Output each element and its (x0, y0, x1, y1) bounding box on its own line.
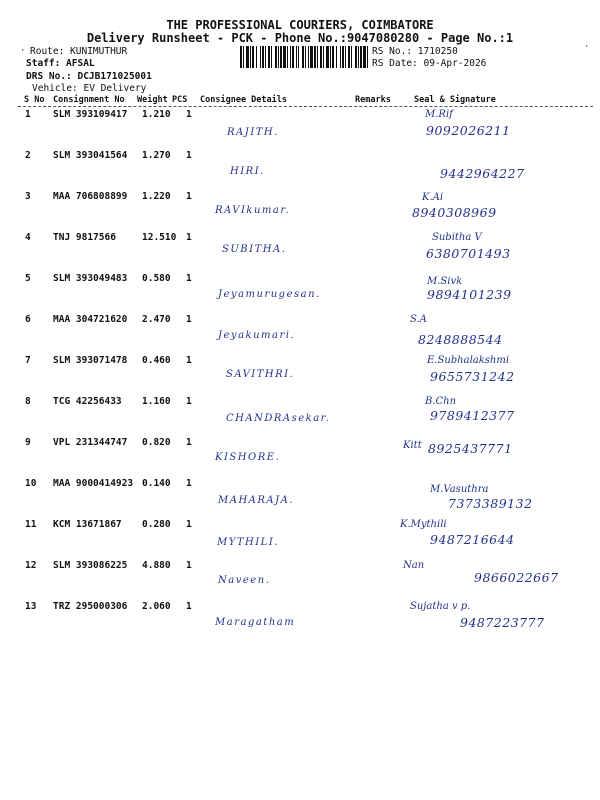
row-weight: 2.060 (142, 601, 171, 612)
barcode-bar (323, 46, 324, 68)
table-row (0, 314, 600, 355)
row-consignment: SLM 393086225 (53, 560, 128, 571)
row-sno: 2 (25, 150, 31, 161)
row-weight: 0.280 (142, 519, 171, 530)
col-consignee: Consignee Details (200, 95, 287, 105)
document-title: THE PROFESSIONAL COURIERS, COIMBATORE (166, 18, 434, 32)
signature: S.A (410, 314, 427, 325)
consignee-name: RAJITH. (227, 127, 279, 138)
barcode-bar (317, 46, 318, 68)
row-consignment: SLM 393109417 (53, 109, 128, 120)
barcode-bar (265, 46, 266, 68)
route-info: Route: KUNIMUTHUR (30, 46, 128, 57)
row-pcs: 1 (186, 314, 192, 325)
barcode-bar (287, 46, 288, 68)
row-consignment: VPL 231344747 (53, 437, 128, 448)
barcode-bar (290, 46, 291, 68)
stray-mark: · (584, 42, 590, 52)
consignee-name: MAHARAJA. (218, 495, 295, 506)
recipient-phone: 9789412377 (430, 408, 515, 423)
consignee-name: HIRI. (230, 166, 265, 177)
row-pcs: 1 (186, 478, 192, 489)
row-weight: 1.270 (142, 150, 171, 161)
barcode-bar (340, 46, 341, 68)
col-signature: Seal & Signature (414, 95, 496, 105)
barcode-bar (246, 46, 249, 68)
table-row (0, 150, 600, 191)
signature: Subitha V (432, 232, 482, 243)
barcode-bar (305, 46, 306, 68)
row-weight: 1.160 (142, 396, 171, 407)
barcode-bar (280, 46, 282, 68)
row-consignment: MAA 304721620 (53, 314, 128, 325)
row-consignment: MAA 706808899 (53, 191, 128, 202)
signature: M.Rif (425, 109, 453, 120)
consignee-name: SUBITHA. (222, 244, 287, 255)
table-row (0, 601, 600, 642)
row-pcs: 1 (186, 519, 192, 530)
row-consignment: TCG 42256433 (53, 396, 122, 407)
table-row (0, 109, 600, 150)
recipient-phone: 8248888544 (418, 332, 503, 347)
recipient-phone: 7373389132 (448, 496, 533, 511)
row-pcs: 1 (186, 437, 192, 448)
signature: Nan (403, 560, 425, 571)
header-rule (18, 106, 593, 107)
row-sno: 8 (25, 396, 31, 407)
row-weight: 4.880 (142, 560, 171, 571)
staff-info: Staff: AFSAL (26, 58, 95, 69)
barcode-bar (355, 46, 357, 68)
row-weight: 0.460 (142, 355, 171, 366)
barcode-bar (283, 46, 286, 68)
row-consignment: SLM 393071478 (53, 355, 128, 366)
barcode-bar (345, 46, 346, 68)
barcode-bar (240, 46, 242, 68)
recipient-phone: 9092026211 (426, 123, 511, 138)
barcode-bar (336, 46, 337, 68)
table-row (0, 355, 600, 396)
barcode-bar (275, 46, 277, 68)
barcode (240, 46, 368, 68)
barcode-bar (326, 46, 329, 68)
barcode-bar (332, 46, 334, 68)
row-weight: 0.580 (142, 273, 171, 284)
row-sno: 5 (25, 273, 31, 284)
rs-date: RS Date: 09-Apr-2026 (372, 58, 487, 69)
barcode-bar (310, 46, 313, 68)
row-consignment: SLM 393049483 (53, 273, 128, 284)
row-consignment: MAA 9000414923 (53, 478, 134, 489)
signature: E.Subhalakshmi (427, 355, 510, 366)
row-weight: 2.470 (142, 314, 171, 325)
consignee-name: CHANDRAsekar. (226, 413, 331, 424)
barcode-bar (342, 46, 344, 68)
row-sno: 3 (25, 191, 31, 202)
rs-number: RS No.: 1710250 (372, 46, 458, 57)
barcode-bar (250, 46, 251, 68)
consignee-name: KISHORE. (215, 452, 281, 463)
consignee-name: Jeyakumari. (218, 330, 296, 341)
row-consignment: TNJ 9817566 (53, 232, 116, 243)
signature: Kitt (403, 440, 422, 451)
barcode-bar (252, 46, 254, 68)
signature: M.Vasuthra (430, 484, 489, 495)
barcode-bar (351, 46, 352, 68)
row-pcs: 1 (186, 232, 192, 243)
table-row (0, 437, 600, 478)
signature: M.Sivk (427, 276, 463, 287)
barcode-bar (363, 46, 366, 68)
barcode-bar (268, 46, 270, 68)
signature: B.Chn (425, 396, 457, 407)
table-row (0, 396, 600, 437)
barcode-bar (367, 46, 368, 68)
col-sno: S No (24, 95, 45, 105)
barcode-bar (360, 46, 362, 68)
barcode-bar (278, 46, 279, 68)
barcode-bar (302, 46, 304, 68)
row-sno: 6 (25, 314, 31, 325)
row-consignment: SLM 393041564 (53, 150, 128, 161)
row-sno: 1 (25, 109, 31, 120)
row-pcs: 1 (186, 355, 192, 366)
row-sno: 12 (25, 560, 37, 571)
table-row (0, 519, 600, 560)
signature: K.Ai (422, 192, 444, 203)
row-sno: 4 (25, 232, 31, 243)
barcode-bar (308, 46, 309, 68)
recipient-phone: 9487216644 (430, 532, 515, 547)
recipient-phone: 6380701493 (426, 246, 511, 261)
barcode-bar (348, 46, 350, 68)
document-subtitle: Delivery Runsheet - PCK - Phone No.:9047080280 - Page No.:1 (86, 31, 514, 45)
signature: K.Mythili (400, 519, 447, 530)
row-consignment: TRZ 295000306 (53, 601, 128, 612)
barcode-bar (262, 46, 264, 68)
table-row (0, 232, 600, 273)
row-weight: 12.510 (142, 232, 177, 243)
barcode-bar (243, 46, 244, 68)
consignee-name: SAVITHRI. (226, 369, 295, 380)
row-sno: 9 (25, 437, 31, 448)
row-pcs: 1 (186, 601, 192, 612)
barcode-bar (292, 46, 294, 68)
row-weight: 1.210 (142, 109, 171, 120)
barcode-bar (314, 46, 316, 68)
table-row (0, 478, 600, 519)
col-pcs: PCS (172, 95, 188, 105)
row-pcs: 1 (186, 560, 192, 571)
col-remarks: Remarks (355, 95, 391, 105)
col-weight: Weight (137, 95, 168, 105)
row-pcs: 1 (186, 273, 192, 284)
recipient-phone: 9866022667 (474, 570, 559, 585)
recipient-phone: 9655731242 (430, 369, 515, 384)
table-row (0, 560, 600, 601)
row-sno: 7 (25, 355, 31, 366)
barcode-bar (320, 46, 322, 68)
recipient-phone: 8940308969 (412, 205, 497, 220)
row-weight: 0.140 (142, 478, 171, 489)
barcode-bar (358, 46, 359, 68)
barcode-bar (330, 46, 331, 68)
recipient-phone: 9442964227 (440, 166, 525, 181)
recipient-phone: 9487223777 (460, 615, 545, 630)
barcode-bar (296, 46, 297, 68)
table-header (0, 95, 600, 106)
row-sno: 10 (25, 478, 37, 489)
row-pcs: 1 (186, 396, 192, 407)
barcode-bar (260, 46, 261, 68)
row-pcs: 1 (186, 109, 192, 120)
consignee-name: RAVIkumar. (215, 205, 291, 216)
barcode-bar (256, 46, 257, 68)
row-pcs: 1 (186, 150, 192, 161)
row-pcs: 1 (186, 191, 192, 202)
row-weight: 0.820 (142, 437, 171, 448)
row-weight: 1.220 (142, 191, 171, 202)
barcode-bar (298, 46, 299, 68)
row-sno: 13 (25, 601, 37, 612)
table-row (0, 273, 600, 314)
recipient-phone: 8925437771 (428, 441, 513, 456)
drs-info: DRS No.: DCJB171025001 (26, 71, 152, 82)
consignee-name: Maragatham (215, 617, 296, 628)
consignee-name: Jeyamurugesan. (218, 289, 321, 300)
row-consignment: KCM 13671867 (53, 519, 122, 530)
row-sno: 11 (25, 519, 37, 530)
barcode-bar (271, 46, 272, 68)
vehicle-info: Vehicle: EV Delivery (32, 83, 147, 94)
consignee-name: MYTHILI. (217, 537, 279, 548)
recipient-phone: 9894101239 (427, 287, 512, 302)
consignee-name: Naveen. (218, 575, 271, 586)
col-consignment: Consignment No (53, 95, 125, 105)
signature: Sujatha v p. (410, 601, 471, 612)
table-row (0, 191, 600, 232)
stray-mark: · (20, 46, 26, 56)
